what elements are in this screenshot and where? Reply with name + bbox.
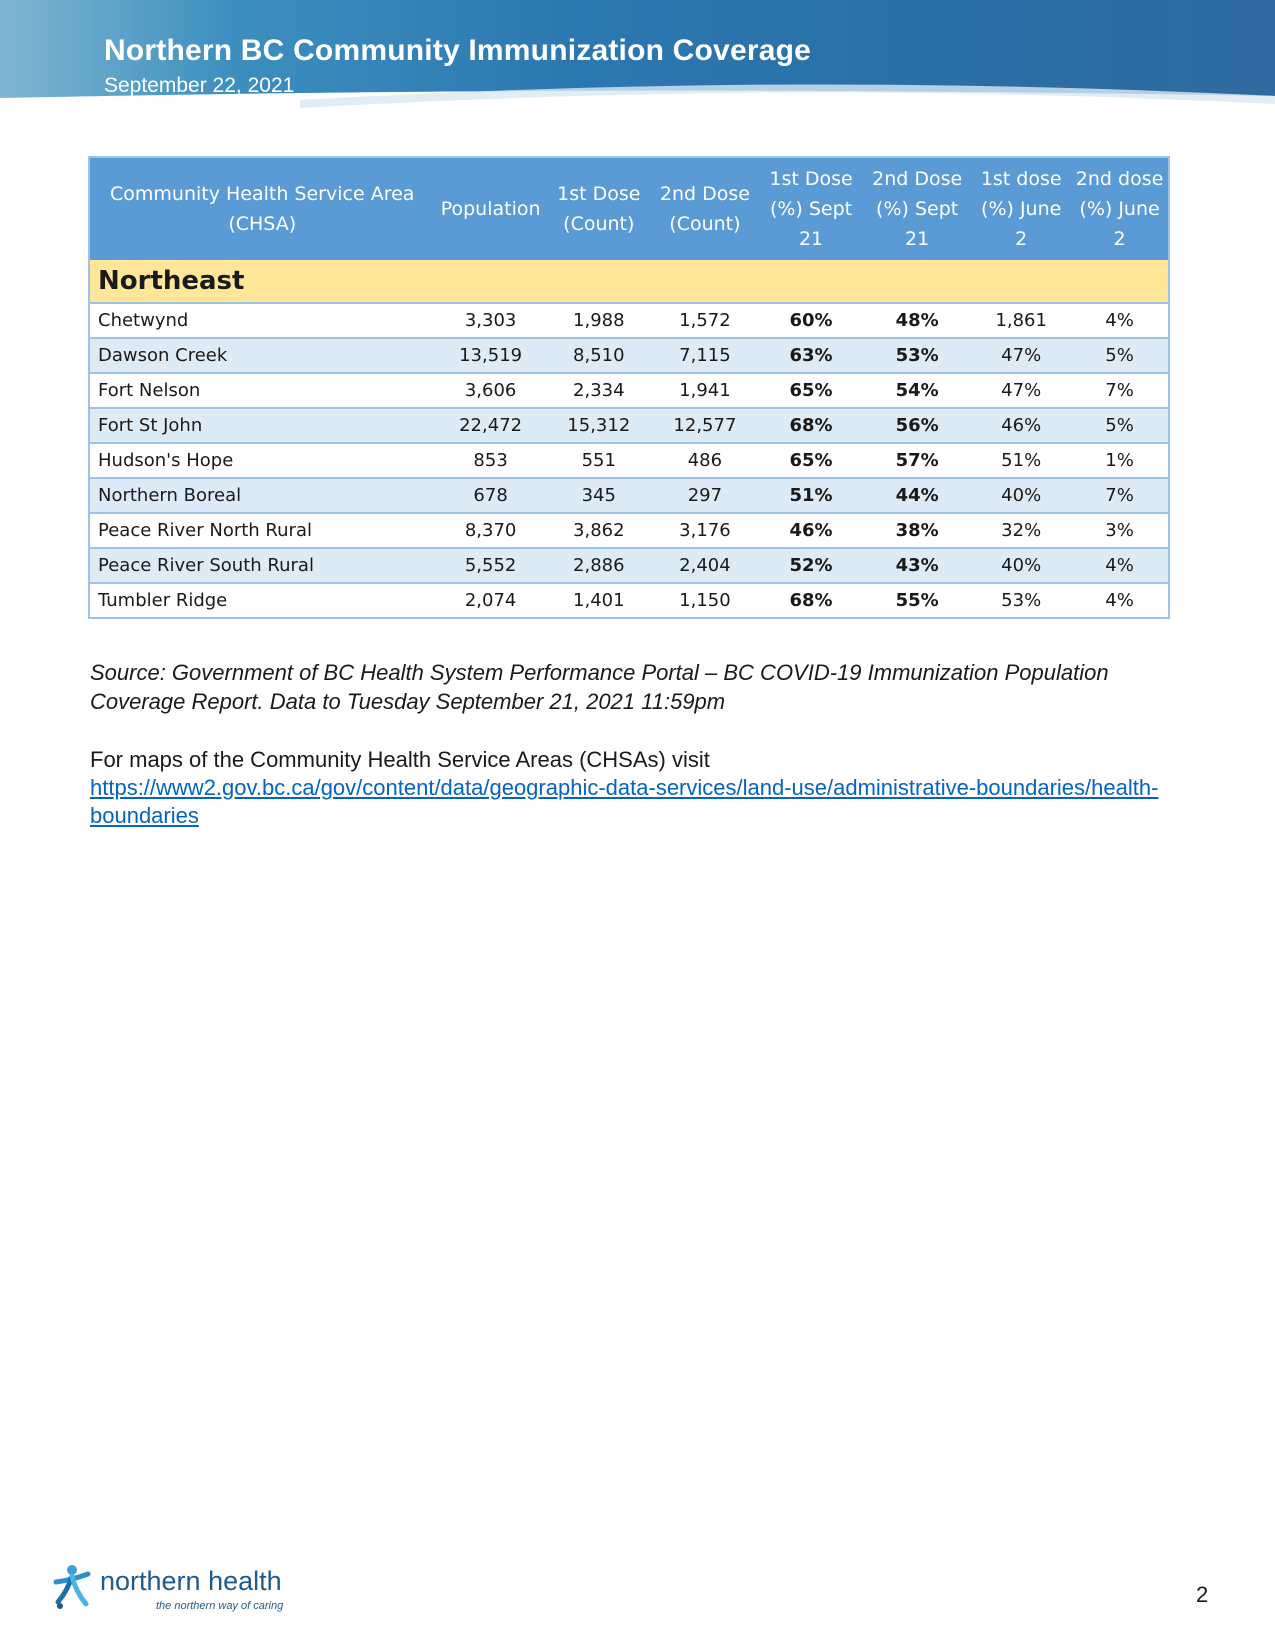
table-row	[89, 443, 1169, 478]
value-cell: 53%	[971, 583, 1071, 618]
value-cell: 7,115	[651, 338, 759, 373]
col-header: 1st Dose (Count)	[547, 157, 651, 260]
value-cell: 65%	[759, 373, 863, 408]
chsa-name-cell: Chetwynd	[89, 303, 434, 338]
col-header: 1st Dose (%) Sept 21	[759, 157, 863, 260]
value-cell: 297	[651, 478, 759, 513]
chsa-name-cell: Fort St John	[89, 408, 434, 443]
value-cell: 2,886	[547, 548, 651, 583]
logo-tagline: the northern way of caring	[156, 1600, 284, 1612]
value-cell: 46%	[971, 408, 1071, 443]
value-cell: 551	[547, 443, 651, 478]
source-note: Source: Government of BC Health System Performance Portal – BC COVID-19 Immunization Population Coverage Report. Data to Tuesday September 21, 2021 11:59pm	[90, 660, 1109, 714]
value-cell: 48%	[863, 303, 971, 338]
chsa-name-cell: Dawson Creek	[89, 338, 434, 373]
value-cell: 1,941	[651, 373, 759, 408]
chsa-name-cell: Northern Boreal	[89, 478, 434, 513]
value-cell: 678	[434, 478, 546, 513]
value-cell: 3,862	[547, 513, 651, 548]
table-row	[89, 303, 1169, 338]
value-cell: 1,861	[971, 303, 1071, 338]
col-header: Community Health Service Area (CHSA)	[89, 157, 434, 260]
col-header: Population	[434, 157, 546, 260]
table-row	[89, 408, 1169, 443]
health-boundaries-link[interactable]: https://www2.gov.bc.ca/gov/content/data/geographic-data-services/land-use/administrative-boundaries/health-boundaries	[90, 775, 1159, 828]
col-header: 1st dose (%) June 2	[971, 157, 1071, 260]
value-cell: 3%	[1071, 513, 1169, 548]
value-cell: 43%	[863, 548, 971, 583]
value-cell: 3,303	[434, 303, 546, 338]
value-cell: 60%	[759, 303, 863, 338]
northern-health-logo	[52, 1560, 312, 1622]
value-cell: 32%	[971, 513, 1071, 548]
value-cell: 47%	[971, 338, 1071, 373]
value-cell: 54%	[863, 373, 971, 408]
value-cell: 68%	[759, 408, 863, 443]
value-cell: 4%	[1071, 583, 1169, 618]
value-cell: 2,074	[434, 583, 546, 618]
table-row	[89, 583, 1169, 618]
value-cell: 12,577	[651, 408, 759, 443]
value-cell: 3,176	[651, 513, 759, 548]
col-header: 2nd dose (%) June 2	[1071, 157, 1169, 260]
value-cell: 15,312	[547, 408, 651, 443]
value-cell: 40%	[971, 478, 1071, 513]
value-cell: 853	[434, 443, 546, 478]
value-cell: 46%	[759, 513, 863, 548]
coverage-table	[88, 156, 1170, 619]
value-cell: 8,510	[547, 338, 651, 373]
chsa-name-cell: Peace River South Rural	[89, 548, 434, 583]
value-cell: 56%	[863, 408, 971, 443]
table-row	[89, 513, 1169, 548]
chsa-name-cell: Fort Nelson	[89, 373, 434, 408]
value-cell: 5%	[1071, 338, 1169, 373]
value-cell: 63%	[759, 338, 863, 373]
value-cell: 2,334	[547, 373, 651, 408]
value-cell: 44%	[863, 478, 971, 513]
value-cell: 1,401	[547, 583, 651, 618]
value-cell: 3,606	[434, 373, 546, 408]
value-cell: 5,552	[434, 548, 546, 583]
value-cell: 8,370	[434, 513, 546, 548]
value-cell: 2,404	[651, 548, 759, 583]
value-cell: 5%	[1071, 408, 1169, 443]
maps-note	[90, 746, 1170, 830]
value-cell: 13,519	[434, 338, 546, 373]
value-cell: 4%	[1071, 548, 1169, 583]
table-row	[89, 478, 1169, 513]
value-cell: 7%	[1071, 373, 1169, 408]
region-row	[89, 260, 1169, 303]
value-cell: 38%	[863, 513, 971, 548]
logo-name: northern health	[100, 1566, 282, 1596]
value-cell: 68%	[759, 583, 863, 618]
table-row	[89, 548, 1169, 583]
value-cell: 345	[547, 478, 651, 513]
value-cell: 47%	[971, 373, 1071, 408]
chsa-name-cell: Tumbler Ridge	[89, 583, 434, 618]
table-row	[89, 373, 1169, 408]
value-cell: 1,150	[651, 583, 759, 618]
chsa-name-cell: Peace River North Rural	[89, 513, 434, 548]
report-date: September 22, 2021	[104, 74, 295, 97]
region-label: Northeast	[89, 260, 1169, 303]
col-header: 2nd Dose (%) Sept 21	[863, 157, 971, 260]
value-cell: 1,572	[651, 303, 759, 338]
page-title: Northern BC Community Immunization Coverage	[104, 34, 811, 67]
value-cell: 486	[651, 443, 759, 478]
value-cell: 51%	[971, 443, 1071, 478]
logo-figure-icon	[52, 1562, 92, 1612]
col-header: 2nd Dose (Count)	[651, 157, 759, 260]
value-cell: 52%	[759, 548, 863, 583]
value-cell: 40%	[971, 548, 1071, 583]
value-cell: 55%	[863, 583, 971, 618]
value-cell: 57%	[863, 443, 971, 478]
value-cell: 51%	[759, 478, 863, 513]
value-cell: 7%	[1071, 478, 1169, 513]
value-cell: 1%	[1071, 443, 1169, 478]
table-row	[89, 338, 1169, 373]
table-header-row	[89, 157, 1169, 260]
maps-text: For maps of the Community Health Service Areas (CHSAs) visit	[90, 747, 710, 772]
value-cell: 53%	[863, 338, 971, 373]
value-cell: 22,472	[434, 408, 546, 443]
value-cell: 4%	[1071, 303, 1169, 338]
chsa-name-cell: Hudson's Hope	[89, 443, 434, 478]
value-cell: 65%	[759, 443, 863, 478]
page-number: 2	[1196, 1582, 1209, 1607]
value-cell: 1,988	[547, 303, 651, 338]
